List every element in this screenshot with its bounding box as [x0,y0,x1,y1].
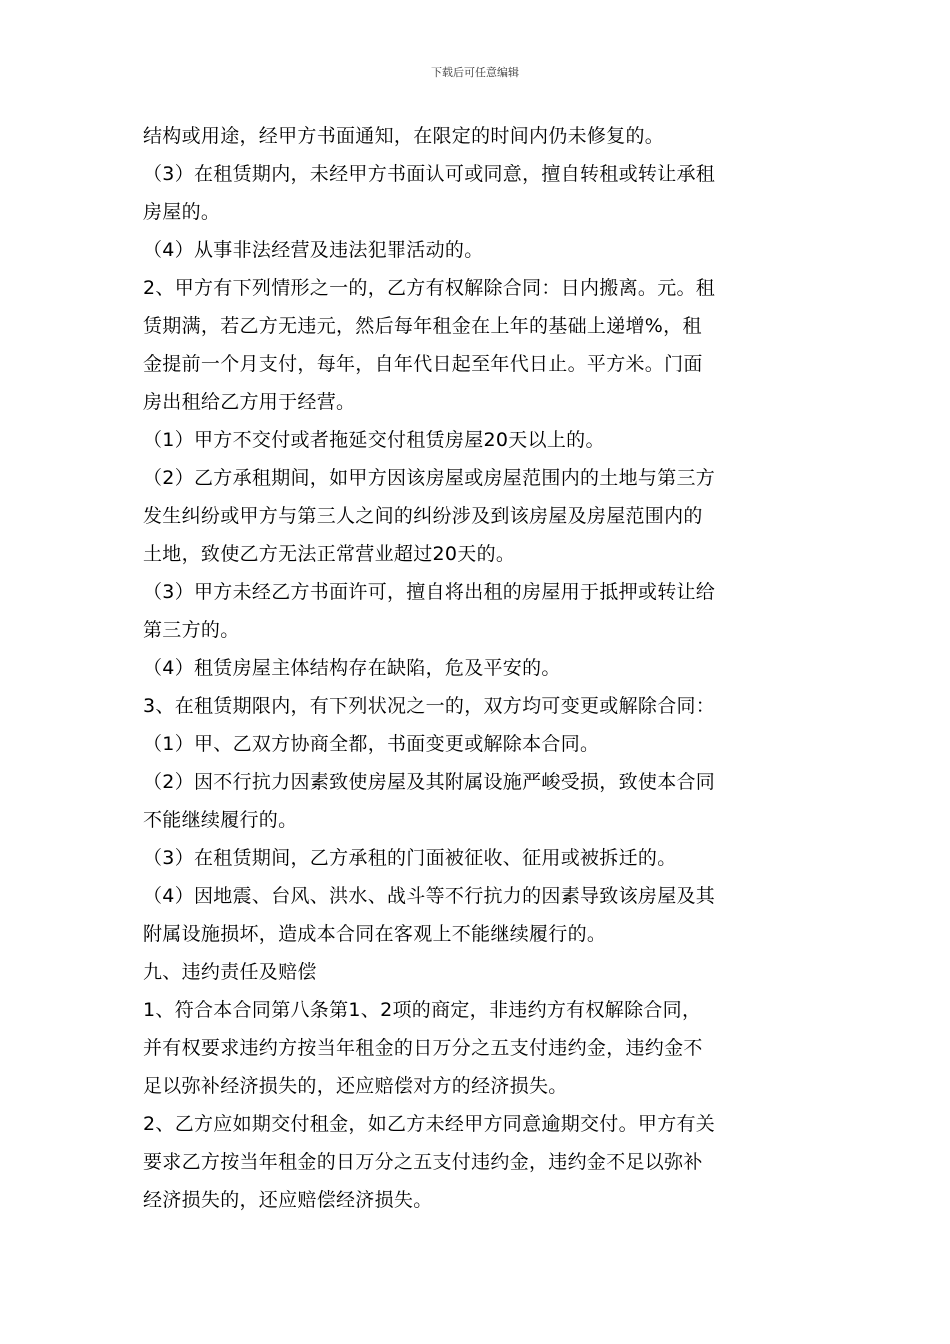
page-header: 下载后可任意编辑 [431,66,519,79]
text-line: 房屋的。 [143,201,221,223]
text-line: 附属设施损坏，造成本合同在客观上不能继续履行的。 [143,923,607,945]
text-line: 第三方的。 [143,619,240,641]
text-line: 1、符合本合同第八条第1、2项的商定，非违约方有权解除合同， [143,999,702,1021]
text-line: （4）从事非法经营及违法犯罪活动的。 [143,239,484,261]
text-line: 不能继续履行的。 [143,809,298,831]
text-line: （4）租赁房屋主体结构存在缺陷，危及平安的。 [143,657,561,679]
text-line: 并有权要求违约方按当年租金的日万分之五支付违约金，违约金不 [143,1037,703,1059]
text-line: 2、甲方有下列情形之一的，乙方有权解除合同：日内搬离。元。租 [143,277,716,299]
text-line: 赁期满，若乙方无违元，然后每年租金在上年的基础上递增%，租 [143,315,702,337]
text-line: 房出租给乙方用于经营。 [143,391,356,413]
text-line: 发生纠纷或甲方与第三人之间的纠纷涉及到该房屋及房屋范围内的 [143,505,703,527]
text-line: 结构或用途，经甲方书面通知，在限定的时间内仍未修复的。 [143,125,665,147]
document-body [143,117,807,1219]
text-line: （3）在租赁期间，乙方承租的门面被征收、征用或被拆迁的。 [143,847,677,869]
text-line: （3）在租赁期内，未经甲方书面认可或同意，擅自转租或转让承租 [143,163,716,185]
text-line: 2、乙方应如期交付租金，如乙方未经甲方同意逾期交付。甲方有关 [143,1113,716,1135]
text-line: 3、在租赁期限内，有下列状况之一的，双方均可变更或解除合同： [143,695,716,717]
text-line: 经济损失的，还应赔偿经济损失。 [143,1189,433,1211]
text-line: 足以弥补经济损失的，还应赔偿对方的经济损失。 [143,1075,568,1097]
text-line: （2）因不行抗力因素致使房屋及其附属设施严峻受损，致使本合同 [143,771,716,793]
text-line: （4）因地震、台风、洪水、战斗等不行抗力的因素导致该房屋及其 [143,885,716,907]
text-line: 金提前一个月支付，每年，自年代日起至年代日止。平方米。门面 [143,353,703,375]
text-line: （1）甲、乙双方协商全都，书面变更或解除本合同。 [143,733,600,755]
section-heading: 九、违约责任及赔偿 [143,961,317,983]
text-line: 土地，致使乙方无法正常营业超过20天的。 [143,543,516,565]
text-line: （2）乙方承租期间，如甲方因该房屋或房屋范围内的土地与第三方 [143,467,716,489]
text-line: （1）甲方不交付或者拖延交付租赁房屋20天以上的。 [143,429,605,451]
text-line: 要求乙方按当年租金的日万分之五支付违约金，违约金不足以弥补 [143,1151,703,1173]
text-line: （3）甲方未经乙方书面许可，擅自将出租的房屋用于抵押或转让给 [143,581,716,603]
